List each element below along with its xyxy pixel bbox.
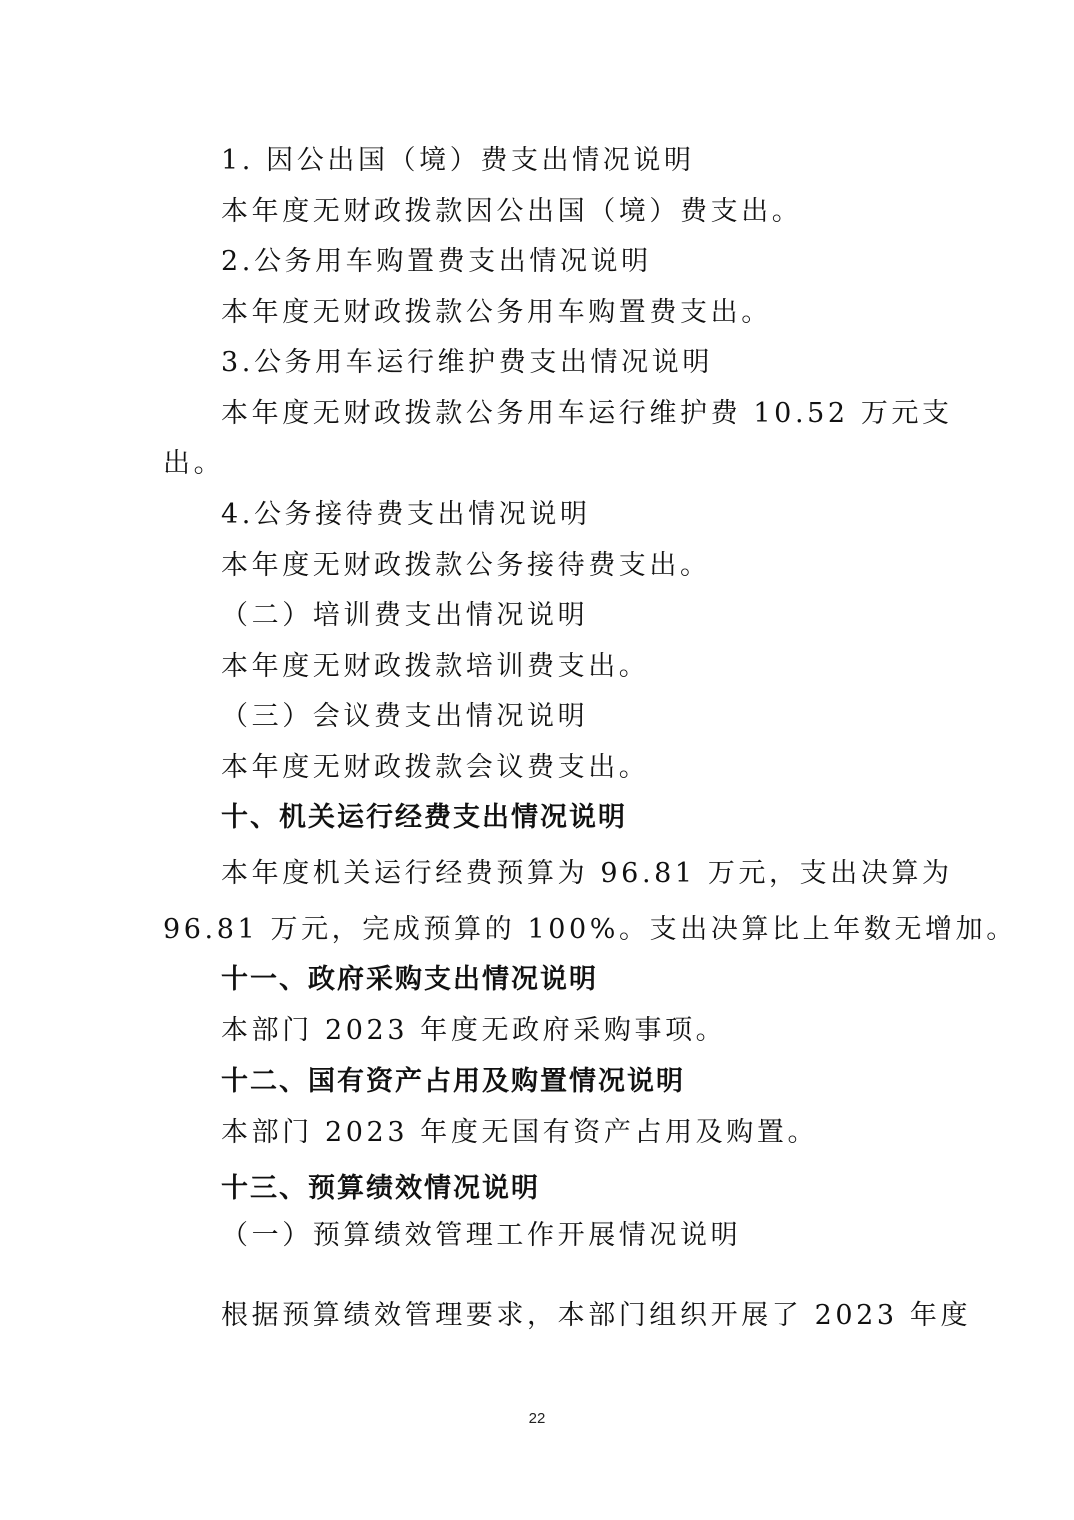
subheading-overseas-travel: 1. 因公出国（境）费支出情况说明 — [221, 145, 695, 176]
paragraph-vehicle-maintenance-cont: 出。 — [163, 448, 225, 479]
section-heading-10: 十、机关运行经费支出情况说明 — [221, 802, 627, 833]
paragraph-training: 本年度无财政拨款培训费支出。 — [221, 651, 650, 682]
page-number: 22 — [528, 1410, 546, 1427]
paragraph-reception: 本年度无财政拨款公务接待费支出。 — [221, 550, 711, 581]
paragraph-meeting: 本年度无财政拨款会议费支出。 — [221, 752, 650, 783]
paragraph-operating-funds-cont: 96.81 万元，完成预算的 100%。支出决算比上年数无增加。 — [163, 914, 1017, 945]
subheading-vehicle-maintenance: 3.公务用车运行维护费支出情况说明 — [221, 347, 713, 378]
subheading-performance-management: （一）预算绩效管理工作开展情况说明 — [221, 1220, 742, 1251]
paragraph-vehicle-maintenance: 本年度无财政拨款公务用车运行维护费 10.52 万元支 — [221, 398, 953, 429]
paragraph-performance-management: 根据预算绩效管理要求，本部门组织开展了 2023 年度 — [221, 1300, 972, 1331]
paragraph-procurement: 本部门 2023 年度无政府采购事项。 — [221, 1015, 727, 1046]
subheading-reception: 4.公务接待费支出情况说明 — [221, 499, 591, 530]
section-heading-12: 十二、国有资产占用及购置情况说明 — [221, 1066, 685, 1097]
subheading-training: （二）培训费支出情况说明 — [221, 600, 589, 631]
section-heading-13: 十三、预算绩效情况说明 — [221, 1173, 540, 1204]
section-heading-11: 十一、政府采购支出情况说明 — [221, 964, 598, 995]
paragraph-overseas-travel: 本年度无财政拨款因公出国（境）费支出。 — [221, 196, 803, 227]
subheading-vehicle-purchase: 2.公务用车购置费支出情况说明 — [221, 246, 652, 277]
paragraph-vehicle-purchase: 本年度无财政拨款公务用车购置费支出。 — [221, 297, 772, 328]
paragraph-state-assets: 本部门 2023 年度无国有资产占用及购置。 — [221, 1117, 819, 1148]
subheading-meeting: （三）会议费支出情况说明 — [221, 701, 589, 732]
paragraph-operating-funds: 本年度机关运行经费预算为 96.81 万元，支出决算为 — [221, 858, 953, 889]
